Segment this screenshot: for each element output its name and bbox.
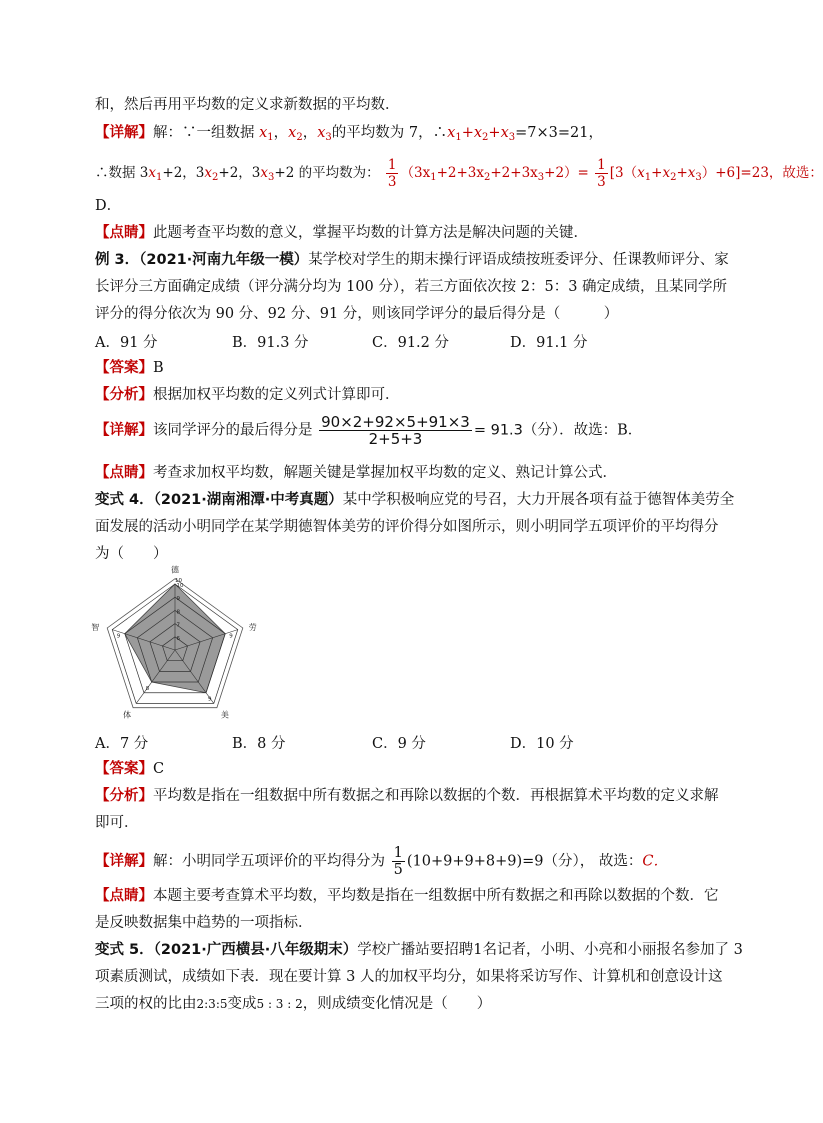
- text: +2+3x: [490, 165, 538, 181]
- text-line: 和，然后再用平均数的定义求新数据的平均数．: [95, 97, 400, 113]
- sub: 2: [296, 132, 303, 143]
- var4-point-line-1: [95, 886, 719, 906]
- frac-num: 90×2+92×5+91×3: [321, 413, 470, 431]
- var5-question-line-2: 项素质测试，成绩如下表．现在要计算 3 人的加权平均分，如果将采访写作、计算机和创意设计这: [95, 969, 723, 985]
- radar-ring-label: 10: [176, 583, 184, 589]
- text: （3x: [400, 165, 431, 181]
- point-tag: 【点睛】: [95, 225, 153, 241]
- radar-point-label: 8: [145, 686, 150, 693]
- ex3-title: 例 3．（2021·河南九年级一模）: [95, 252, 309, 268]
- text: 三项的权的比由: [95, 996, 197, 1012]
- ex3-question-line-3: 评分的得分依次为 90 分、92 分、91 分，则该同学评分的最后得分是（ ）: [95, 306, 619, 322]
- var5-question-line-1: [95, 940, 743, 960]
- var5-title: 变式 5．（2021·广西横县·八年级期末）: [95, 942, 358, 958]
- answer-tag: 【答案】: [95, 360, 153, 376]
- radar-point-label: 9: [229, 633, 233, 640]
- text: ∴数据 3: [95, 165, 149, 181]
- var-x: x: [317, 125, 326, 141]
- text: ）+6]=23，故选：: [701, 165, 823, 181]
- ex2-detail-line-2: ∴数据 $3x_1+2$，$3x_2+2$，$3x_3+2$ 的平均数为： $\frac{1}{3}$ $(3x_1+2+3x_2+2+3x_3+2)=$ $\frac{1}{3}$ $[3(x_1+x_2+x_3)+6]=23$，故选：: [95, 157, 823, 190]
- ex2-answer-tail: D．: [95, 198, 122, 214]
- sub: 1: [267, 132, 274, 143]
- weighted-fraction: [319, 414, 472, 447]
- analysis-text: 根据加权平均数的定义列式计算即可．: [153, 387, 400, 403]
- radar-category-label: 德: [171, 565, 179, 575]
- analysis-tag: 【分析】: [95, 788, 153, 804]
- radar-category-label: 智: [91, 622, 100, 632]
- var5-question-line-3: [95, 994, 491, 1014]
- point-text: 考查求加权平均数，解题关键是掌握加权平均数的定义、熟记计算公式．: [153, 465, 617, 481]
- radar-ring-label: 8: [176, 609, 180, 616]
- frac-num: 1: [393, 845, 403, 861]
- ex3-answer-line: [95, 358, 164, 378]
- radar-ring-label: 6: [176, 635, 180, 642]
- text: +2，3: [218, 165, 261, 181]
- ex3-detail-line: [95, 414, 642, 447]
- var4-answer-line: [95, 759, 164, 779]
- sub: 3: [325, 132, 332, 143]
- answer-value: C: [153, 761, 165, 777]
- frac-num: 1: [597, 157, 606, 173]
- ex3-question-line-2: 长评分三方面确定成绩（评分满分均为 100 分），若三方面依次按 2：5：3 确定成绩，且某同学所: [95, 279, 728, 295]
- sub: 1: [156, 172, 163, 183]
- radar-category-label: 劳: [248, 622, 257, 632]
- text: 故选：: [598, 853, 643, 870]
- frac-den: 5: [393, 862, 403, 878]
- text: 变成: [227, 996, 257, 1012]
- radar-ring-label: 9: [176, 596, 180, 603]
- fraction: [386, 157, 399, 190]
- radar-category-label: 体: [123, 710, 132, 720]
- frac-den: 3: [597, 174, 606, 190]
- point-tag: 【点睛】: [95, 465, 153, 481]
- sub: 2: [483, 172, 491, 183]
- result: = 91.3: [473, 422, 523, 439]
- var4-analysis-line-2: 即可．: [95, 815, 139, 831]
- text: 的平均数为 7，∴: [331, 125, 448, 141]
- radar-point-label: 9: [116, 633, 121, 640]
- detail-tag: 【详解】: [95, 422, 153, 439]
- text: ，: [302, 125, 318, 141]
- text: +2 的平均数为：: [274, 165, 380, 181]
- analysis-tag: 【分析】: [95, 387, 153, 403]
- var-x: x: [473, 125, 483, 141]
- text: （分）．故选：B．: [522, 422, 643, 439]
- ex3-point-line: [95, 463, 617, 483]
- fraction: [392, 845, 405, 878]
- frac-den: 2+5+3: [368, 430, 423, 448]
- var4-detail-line: [95, 845, 668, 878]
- var4-analysis-line-1: [95, 786, 719, 806]
- var-x: x: [447, 125, 456, 141]
- var4-question-line-3: 为（ ）: [95, 546, 168, 562]
- sub: 2: [212, 172, 219, 183]
- answer-letter: C．: [642, 853, 668, 870]
- frac-num: 1: [387, 157, 397, 173]
- fraction: [595, 157, 608, 190]
- point-text: 本题主要考查算术平均数，平均数是指在一组数据中所有数据之和再除以数据的个数．它: [153, 888, 719, 904]
- frac-den: 3: [387, 174, 397, 190]
- var-x: x: [500, 125, 509, 141]
- text: 该同学评分的最后得分是: [153, 422, 313, 439]
- radar-point-label: 9: [208, 696, 212, 703]
- sub: 3: [508, 132, 516, 143]
- var-x: x: [148, 165, 157, 181]
- point-tag: 【点睛】: [95, 888, 153, 904]
- detail-tag: 【详解】: [95, 125, 153, 141]
- var4-question-line-2: 面发展的活动小明同学在某学期德智体美劳的评价得分如图所示，则小明同学五项评价的平均得分: [95, 519, 719, 535]
- text: +2，3: [162, 165, 205, 181]
- var4-option-b: B．8 分: [232, 736, 286, 752]
- var-x: x: [259, 125, 268, 141]
- ex2-point-line: [95, 223, 588, 243]
- text: +2）=: [544, 165, 589, 181]
- expr: (10+9+9+8+9): [406, 853, 523, 870]
- var4-title: 变式 4．（2021·湖南湘潭·中考真题）: [95, 492, 343, 508]
- analysis-text: 平均数是指在一组数据中所有数据之和再除以数据的个数．再根据算术平均数的定义求解: [153, 788, 719, 804]
- detail-tag: 【详解】: [95, 853, 153, 870]
- answer-tag: 【答案】: [95, 761, 153, 777]
- radar-category-label: 美: [220, 710, 229, 720]
- text: =7×3=21，: [515, 125, 603, 141]
- result: =9（分），: [522, 853, 595, 870]
- text: 解：小明同学五项评价的平均得分为: [153, 853, 385, 870]
- ex3-option-a: A．91 分: [95, 335, 158, 351]
- text: ，则成绩变化情况是（ ）: [302, 996, 492, 1012]
- sub: 1: [455, 132, 462, 143]
- text: ，: [273, 125, 289, 141]
- ex3-option-d: D．91.1 分: [510, 335, 588, 351]
- var-x: x: [204, 165, 213, 181]
- point-text: 此题考查平均数的意义，掌握平均数的计算方法是解决问题的关键．: [153, 225, 588, 241]
- ex3-analysis-line: [95, 385, 400, 405]
- var4-option-d: D．10 分: [510, 736, 574, 752]
- answer-value: B: [153, 360, 164, 376]
- ratio-old: 2:3:5: [196, 997, 228, 1011]
- var4-question-line-1: [95, 490, 734, 510]
- text: 学校广播站要招聘1名记者，小明、小亮和小丽报名参加了 3: [357, 942, 743, 958]
- ex3-option-c: C．91.2 分: [372, 335, 449, 351]
- sub: 3: [537, 172, 545, 183]
- radar-chart: [91, 565, 257, 722]
- var-x: x: [260, 165, 269, 181]
- sub: 3: [268, 172, 275, 183]
- ex3-question-line-1: [95, 250, 729, 270]
- ratio-new: 5 : 3 : 2: [256, 997, 303, 1011]
- var-x: x: [288, 125, 297, 141]
- radar-point-label: 10: [175, 578, 182, 584]
- text: 解：∵一组数据: [153, 125, 255, 141]
- radar-ring-label: 7: [176, 622, 180, 629]
- ex2-detail-line: 【详解】解：∵一组数据 $x_1$，$x_2$，$x_3$的平均数为 7，$\therefore x_1+x_2+x_3=7\times 3=21$，: [95, 125, 603, 143]
- var4-option-a: A．7 分: [95, 736, 149, 752]
- text: [3（: [609, 165, 638, 181]
- text: 某学校对学生的期末操行评语成绩按班委评分、任课教师评分、家: [308, 252, 729, 268]
- var4-option-c: C．9 分: [372, 736, 426, 752]
- text: 某中学积极响应党的号召，大力开展各项有益于德智体美劳全: [342, 492, 735, 508]
- ex3-option-b: B．91.3 分: [232, 335, 309, 351]
- sub: 2: [482, 132, 489, 143]
- text: +2+3x: [436, 165, 484, 181]
- var4-point-line-2: 是反映数据集中趋势的一项指标．: [95, 915, 313, 931]
- sub: 1: [430, 172, 437, 183]
